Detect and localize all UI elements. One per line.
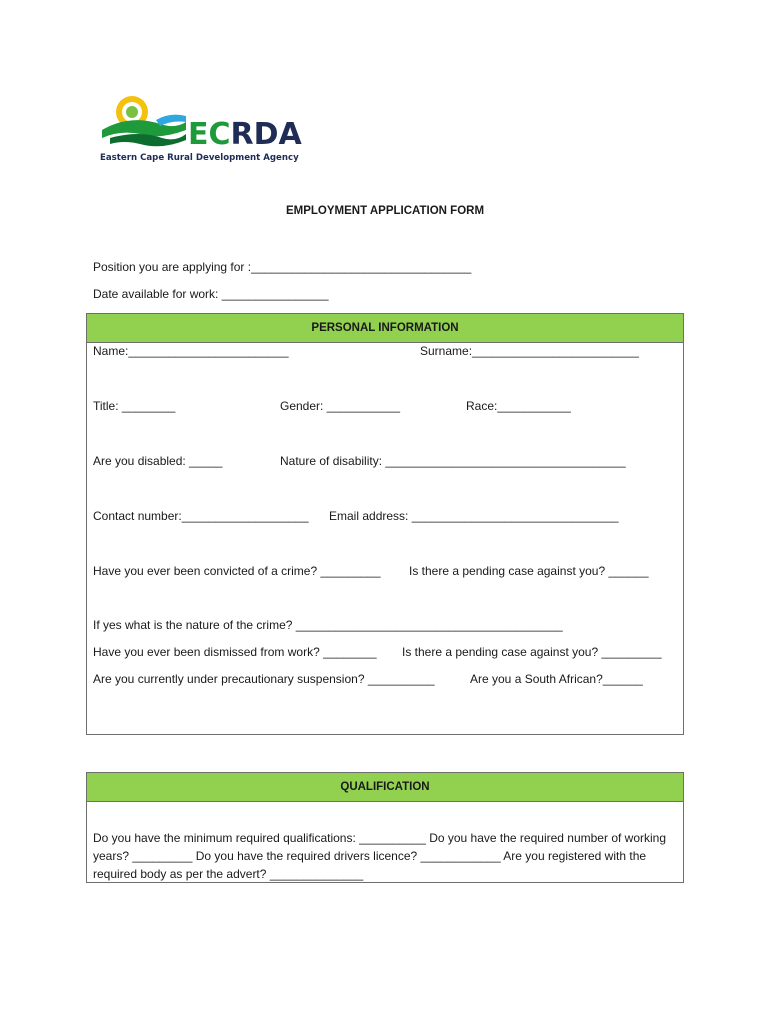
logo-subtitle: Eastern Cape Rural Development Agency [100,153,299,163]
crime-nature-field[interactable]: If yes what is the nature of the crime? ________________________________________ [93,618,563,632]
qualification-questions[interactable]: Do you have the minimum required qualifications: __________ Do you have the required number of working years? _________ Do you have the required drivers licence? ____________ Are you registered with the required body as per the advert? ______________ [93,831,667,881]
form-title: EMPLOYMENT APPLICATION FORM [285,205,485,217]
surname-field[interactable]: Surname:_________________________ [420,344,639,358]
qualification-section [86,772,684,883]
disabled-field[interactable]: Are you disabled: _____ [93,454,223,468]
ecrda-logo [100,94,310,164]
qualification-heading: QUALIFICATION [87,773,683,802]
ecrda-logo-graphic [100,94,310,164]
name-field[interactable]: Name:________________________ [93,344,289,358]
disability-nature-field[interactable]: Nature of disability: ____________________________________ [280,454,626,468]
suspension-field[interactable]: Are you currently under precautionary suspension? __________ [93,672,435,686]
convicted-field[interactable]: Have you ever been convicted of a crime? _________ [93,564,381,578]
personal-information-heading: PERSONAL INFORMATION [87,314,683,343]
race-field[interactable]: Race:___________ [466,399,571,413]
logo-wordmark: ECRDA [188,117,302,152]
date-available-field[interactable]: Date available for work: ________________ [93,287,329,301]
south-african-field[interactable]: Are you a South African?______ [470,672,643,686]
pending-case-field[interactable]: Is there a pending case against you? ______ [409,564,649,578]
personal-information-section [86,313,684,735]
title-field[interactable]: Title: ________ [93,399,176,413]
pending-case-field-2[interactable]: Is there a pending case against you? _________ [402,645,662,659]
position-field[interactable]: Position you are applying for :_________________________________ [93,260,472,274]
email-field[interactable]: Email address: _______________________________ [329,509,619,523]
contact-number-field[interactable]: Contact number:___________________ [93,509,309,523]
dismissed-field[interactable]: Have you ever been dismissed from work? ________ [93,645,377,659]
gender-field[interactable]: Gender: ___________ [280,399,401,413]
